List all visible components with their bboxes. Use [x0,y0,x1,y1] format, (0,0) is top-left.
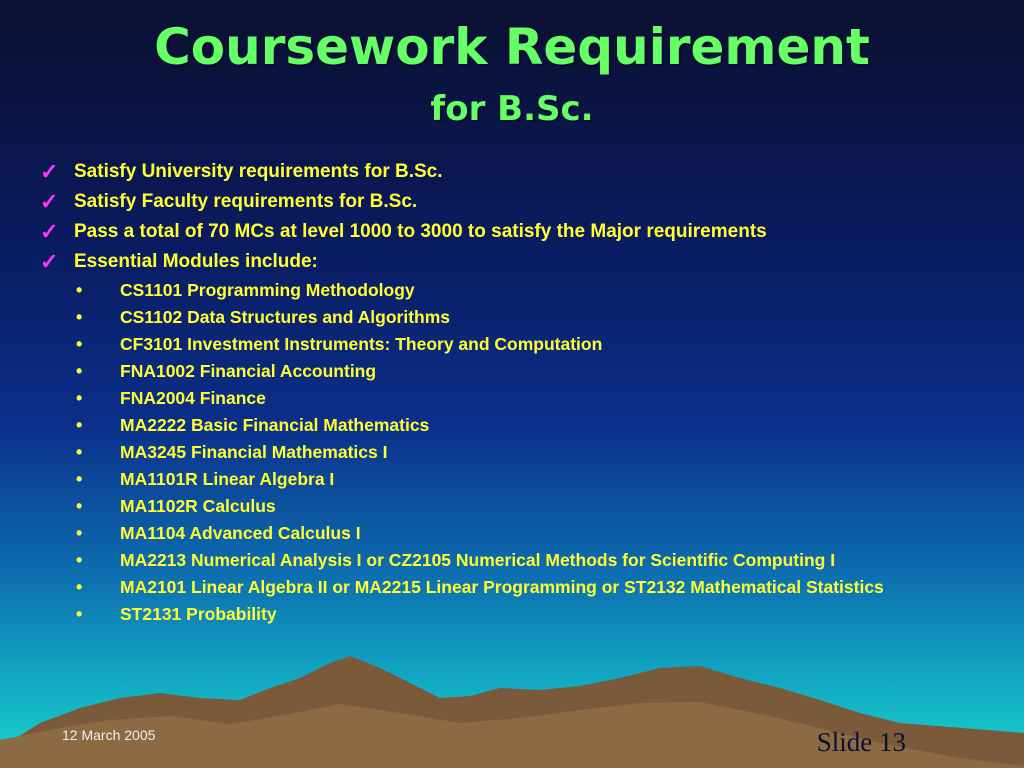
checkmark-icon: ✓ [40,159,59,184]
footer-date: 12 March 2005 [62,727,156,743]
module-text: MA2101 Linear Algebra II or MA2215 Linear Programming or ST2132 Mathematical Statistics [120,577,884,597]
bullet-dot-icon: • [76,388,83,408]
checkmark-icon: ✓ [40,189,59,214]
module-text: MA1102R Calculus [120,496,276,516]
checkmark-icon: ✓ [40,249,59,274]
bullet-dot-icon: • [76,334,83,354]
module-text: MA1101R Linear Algebra I [120,469,335,489]
bullet-dot-icon: • [76,523,83,543]
module-item [38,604,980,624]
module-text: CS1102 Data Structures and Algorithms [120,307,451,327]
bullet-text: Essential Modules include: [74,251,318,272]
module-item [38,388,980,408]
module-text: MA2222 Basic Financial Mathematics [120,415,430,435]
module-text: MA3245 Financial Mathematics I [120,442,388,462]
bullet-text: Satisfy Faculty requirements for B.Sc. [74,191,418,212]
bullet-item [38,160,980,183]
checkmark-icon: ✓ [40,219,59,244]
bullet-item [38,190,980,213]
bullet-text: Satisfy University requirements for B.Sc. [74,161,443,182]
bullet-dot-icon: • [76,361,83,381]
module-item [38,361,980,381]
module-text: MA2213 Numerical Analysis I or CZ2105 Numerical Methods for Scientific Computing I [120,550,836,570]
module-text: ST2131 Probability [120,604,277,624]
slide-title: Coursework Requirement [154,18,870,76]
module-text: FNA2004 Finance [120,388,266,408]
bullet-list [38,160,980,631]
module-text: MA1104 Advanced Calculus I [120,523,361,543]
slide-number: Slide 13 [816,727,906,757]
bullet-dot-icon: • [76,550,83,570]
module-item [38,334,980,354]
module-text: FNA1002 Financial Accounting [120,361,377,381]
module-item [38,415,980,435]
module-item [38,442,980,462]
bullet-item [38,250,980,273]
module-item [38,577,980,597]
module-text: CF3101 Investment Instruments: Theory and Computation [120,334,603,354]
module-item [38,307,980,327]
bullet-text: Pass a total of 70 MCs at level 1000 to 3000 to satisfy the Major requirements [74,221,767,242]
bullet-dot-icon: • [76,280,83,300]
bullet-dot-icon: • [76,604,83,624]
bullet-dot-icon: • [76,496,83,516]
bullet-dot-icon: • [76,469,83,489]
module-item [38,523,980,543]
module-item [38,469,980,489]
module-item [38,496,980,516]
module-item [38,550,980,570]
bullet-dot-icon: • [76,415,83,435]
bullet-item [38,220,980,243]
bullet-dot-icon: • [76,442,83,462]
module-text: CS1101 Programming Methodology [120,280,415,300]
bullet-dot-icon: • [76,577,83,597]
bullet-dot-icon: • [76,307,83,327]
slide-subtitle: for B.Sc. [430,89,594,129]
module-item [38,280,980,300]
